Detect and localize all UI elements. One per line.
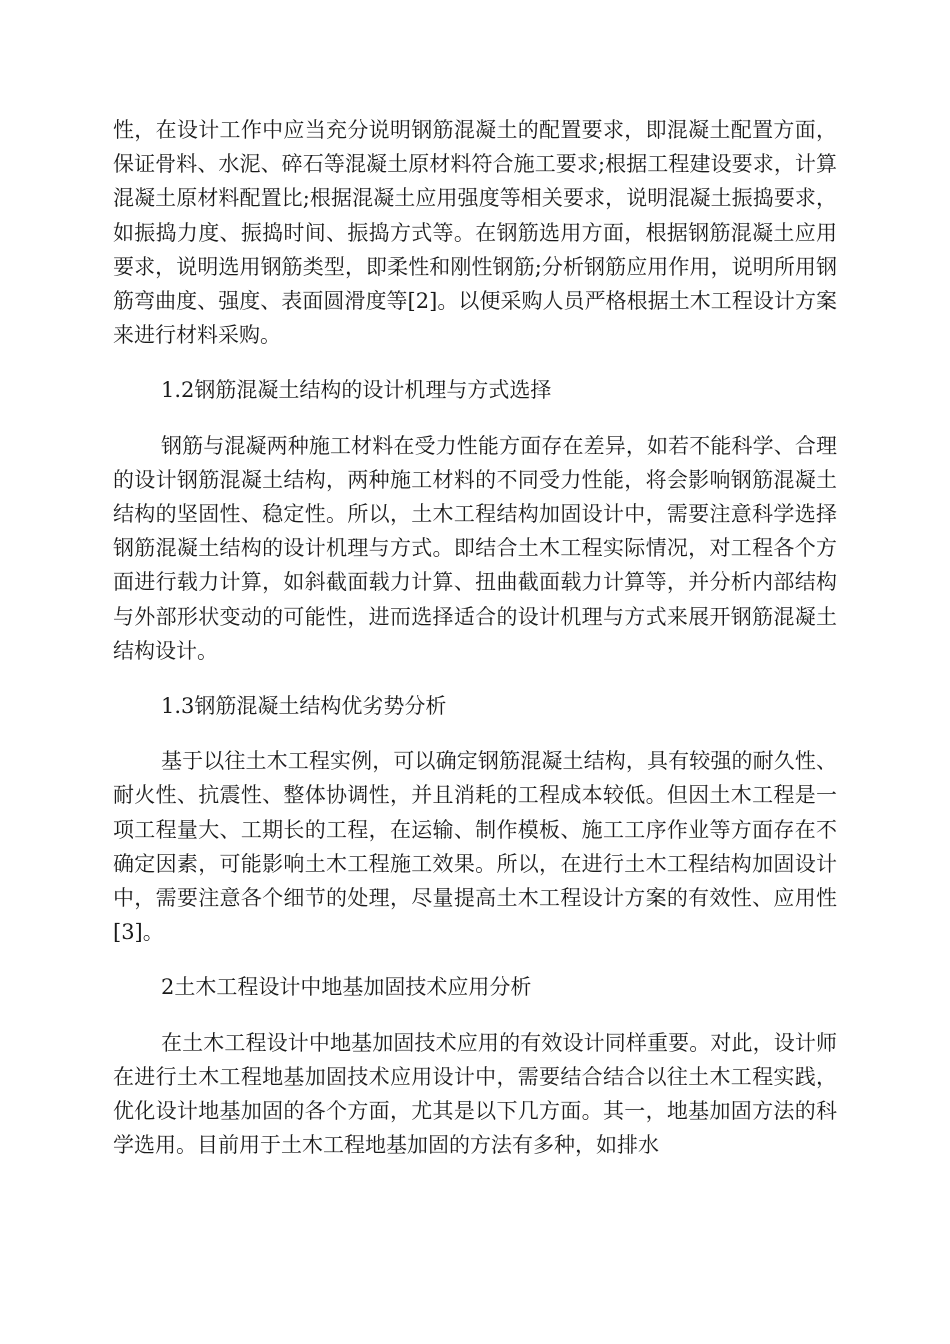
section-heading-1-2: 1.2钢筋混凝土结构的设计机理与方式选择 (161, 378, 552, 403)
document-body (113, 113, 837, 1162)
paragraph-section-2: 在土木工程设计中地基加固技术应用的有效设计同样重要。对此，设计师在进行土木工程地基加固技术应用设计中，需要结合结合以往土木工程实践，优化设计地基加固的各个方面，尤其是以下几方面。其一，地基加固方法的科学选用。目前用于土木工程地基加固的方法有多种，如排水 (113, 1030, 837, 1158)
section-heading-2: 2土木工程设计中地基加固技术应用分析 (161, 975, 532, 1000)
section-heading-1-3: 1.3钢筋混凝土结构优劣势分析 (161, 694, 447, 719)
paragraph-section-1-3: 基于以往土木工程实例，可以确定钢筋混凝土结构，具有较强的耐久性、耐火性、抗震性、整体协调性，并且消耗的工程成本较低。但因土木工程是一项工程量大、工期长的工程，在运输、制作模板、施工工序作业等方面存在不确定因素，可能影响土木工程施工效果。所以，在进行土木工程结构加固设计中，需要注意各个细节的处理，尽量提高土木工程设计方案的有效性、应用性[3]。 (113, 749, 837, 945)
paragraph-continuation: 性，在设计工作中应当充分说明钢筋混凝土的配置要求，即混凝土配置方面，保证骨料、水泥、碎石等混凝土原材料符合施工要求;根据工程建设要求，计算混凝土原材料配置比;根据混凝土应用强度等相关要求，说明混凝土振捣要求，如振捣力度、振捣时间、振捣方式等。在钢筋选用方面，根据钢筋混凝土应用要求，说明选用钢筋类型，即柔性和刚性钢筋;分析钢筋应用作用，说明所用钢筋弯曲度、强度、表面圆滑度等[2]。以便采购人员严格根据土木工程设计方案来进行材料采购。 (113, 118, 837, 348)
paragraph-section-1-2: 钢筋与混凝两种施工材料在受力性能方面存在差异，如若不能科学、合理的设计钢筋混凝土结构，两种施工材料的不同受力性能，将会影响钢筋混凝土结构的坚固性、稳定性。所以，土木工程结构加固设计中，需要注意科学选择钢筋混凝土结构的设计机理与方式。即结合土木工程实际情况，对工程各个方面进行载力计算，如斜截面载力计算、扭曲截面载力计算等，并分析内部结构与外部形状变动的可能性，进而选择适合的设计机理与方式来展开钢筋混凝土结构设计。 (113, 433, 837, 663)
